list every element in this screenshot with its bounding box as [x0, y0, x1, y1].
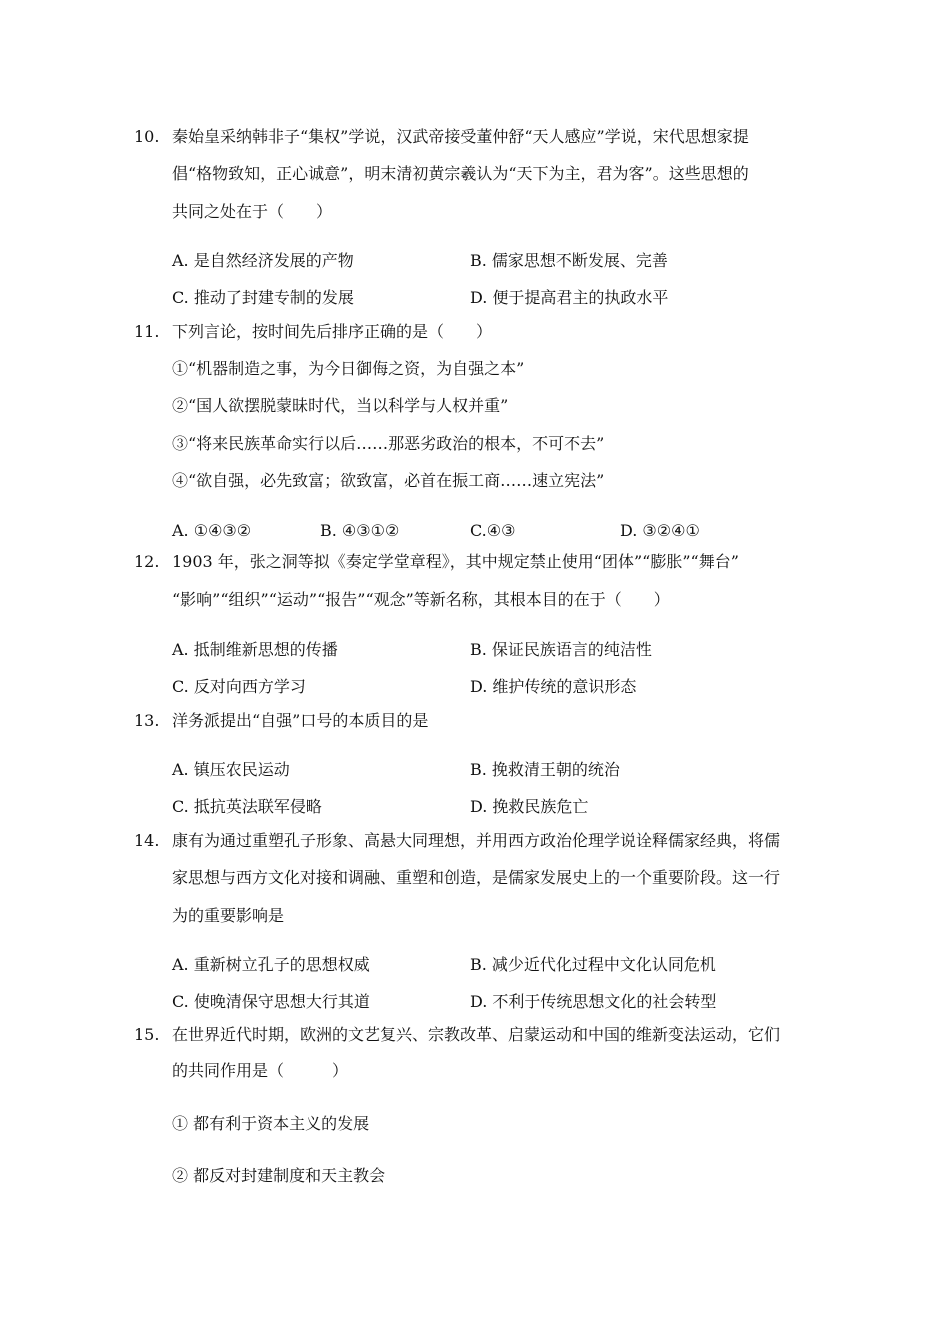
- question-13-option-a: A. 镇压农民运动: [172, 760, 290, 779]
- question-10-option-b: B. 儒家思想不断发展、完善: [470, 251, 668, 270]
- question-14-stem-line-3: 为的重要影响是: [172, 906, 285, 925]
- question-13-option-d: D. 挽救民族危亡: [470, 797, 589, 816]
- question-11-number: 11.: [134, 322, 160, 341]
- question-11-option-b: B. ④③①②: [320, 521, 400, 540]
- question-11-item-4: ④“欲自强，必先致富；欲致富，必首在振工商……速立宪法”: [172, 471, 605, 490]
- question-14-number: 14.: [134, 831, 160, 850]
- question-10-number: 10.: [134, 127, 160, 146]
- question-11-option-c: C.④③: [470, 521, 516, 540]
- question-14-stem-line-2: 家思想与西方文化对接和调融、重塑和创造，是儒家发展史上的一个重要阶段。这一行: [172, 868, 781, 887]
- question-13-option-c: C. 抵抗英法联军侵略: [172, 797, 322, 816]
- question-12-number: 12.: [134, 552, 160, 571]
- question-11-item-3: ③“将来民族革命实行以后……那恶劣政治的根本，不可不去”: [172, 434, 605, 453]
- question-11-option-a: A. ①④③②: [172, 521, 252, 540]
- question-11-item-1: ①“机器制造之事，为今日御侮之资，为自强之本”: [172, 359, 525, 378]
- question-14-stem-line-1: 康有为通过重塑孔子形象、高悬大同理想，并用西方政治伦理学说诠释儒家经典，将儒: [172, 831, 781, 850]
- question-14-option-b: B. 减少近代化过程中文化认同危机: [470, 955, 716, 974]
- question-12-stem-line-1: 1903 年，张之洞等拟《奏定学堂章程》，其中规定禁止使用“团体”“膨胀”“舞台”: [172, 552, 739, 571]
- question-10-option-c: C. 推动了封建专制的发展: [172, 288, 354, 307]
- question-15-stem-line-1: 在世界近代时期，欧洲的文艺复兴、宗教改革、启蒙运动和中国的维新变法运动，它们: [172, 1025, 781, 1044]
- question-14-option-d: D. 不利于传统思想文化的社会转型: [470, 992, 717, 1011]
- question-15-stem-line-2: 的共同作用是（ ）: [172, 1061, 349, 1080]
- question-14-option-a: A. 重新树立孔子的思想权威: [172, 955, 370, 974]
- question-12-option-a: A. 抵制维新思想的传播: [172, 640, 338, 659]
- question-12-option-c: C. 反对向西方学习: [172, 677, 306, 696]
- question-10-option-a: A. 是自然经济发展的产物: [172, 251, 354, 270]
- question-11-stem-line-1: 下列言论，按时间先后排序正确的是（ ）: [172, 322, 493, 341]
- question-11-option-d: D. ③②④①: [620, 521, 700, 540]
- question-10-stem-line-3: 共同之处在于（ ）: [172, 202, 333, 221]
- question-15-item-1: ① 都有利于资本主义的发展: [172, 1114, 370, 1133]
- question-14-option-c: C. 使晚清保守思想大行其道: [172, 992, 370, 1011]
- question-13-option-b: B. 挽救清王朝的统治: [470, 760, 620, 779]
- question-13-stem-line-1: 洋务派提出“自强”口号的本质目的是: [172, 711, 429, 730]
- question-15-number: 15.: [134, 1025, 160, 1044]
- question-10-stem-line-1: 秦始皇采纳韩非子“集权”学说，汉武帝接受董仲舒“天人感应”学说，宋代思想家提: [172, 127, 749, 146]
- question-10-option-d: D. 便于提高君主的执政水平: [470, 288, 669, 307]
- question-12-option-b: B. 保证民族语言的纯洁性: [470, 640, 652, 659]
- question-12-option-d: D. 维护传统的意识形态: [470, 677, 637, 696]
- question-15-item-2: ② 都反对封建制度和天主教会: [172, 1166, 386, 1185]
- question-12-stem-line-2: “影响”“组织”“运动”“报告”“观念”等新名称，其根本目的在于（ ）: [172, 590, 670, 609]
- question-10-stem-line-2: 倡“格物致知，正心诚意”，明末清初黄宗羲认为“天下为主，君为客”。这些思想的: [172, 164, 749, 183]
- question-13-number: 13.: [134, 711, 160, 730]
- question-11-item-2: ②“国人欲摆脱蒙昧时代，当以科学与人权并重”: [172, 396, 509, 415]
